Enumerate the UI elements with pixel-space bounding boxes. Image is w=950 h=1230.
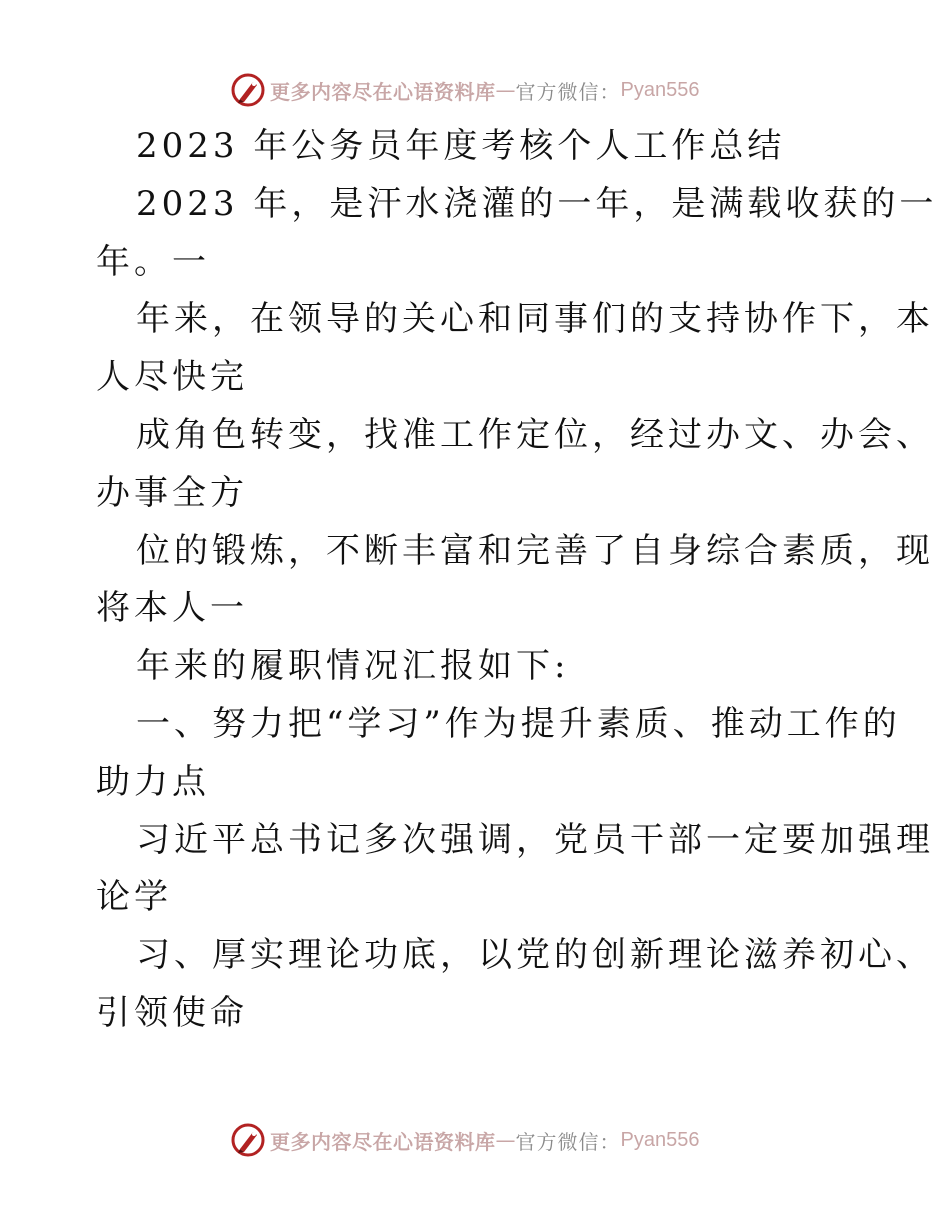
header-banner — [230, 70, 710, 110]
banner-dash: — — [495, 1128, 516, 1152]
paragraph-line: 将本人一 — [96, 588, 248, 629]
banner-official-label: 官方微信： — [515, 1129, 621, 1154]
paragraph-line: 办事全方 — [96, 472, 248, 513]
document-title: 2023 年公务员年度考核个人工作总结 — [136, 126, 786, 166]
paragraph-line: 习近平总书记多次强调，党员干部一定要加强理 — [136, 819, 934, 860]
banner-wechat-id: Pyan556 — [620, 78, 700, 101]
document-body — [96, 118, 938, 1043]
paragraph-line: 位的锻炼，不断丰富和完善了自身综合素质，现 — [136, 530, 934, 571]
banner-wechat-id: Pyan556 — [620, 1128, 700, 1151]
paragraph-line: 成角色转变，找准工作定位，经过办文、办会、 — [136, 414, 934, 455]
paragraph-line: 人尽快完 — [96, 357, 248, 398]
red-pen-logo-icon — [230, 72, 266, 108]
paragraph-line: 年来，在领导的关心和同事们的支持协作下，本 — [136, 299, 934, 340]
paragraph-line: 2023 年，是汗水浇灌的一年，是满载收获的一 — [136, 183, 938, 224]
banner-official-label: 官方微信： — [515, 79, 621, 104]
paragraph-line: 年来的履职情况汇报如下: — [136, 646, 570, 687]
banner-main-text: 更多内容尽在心语资料库 — [270, 79, 496, 104]
banner-dash: — — [495, 78, 516, 102]
footer-banner — [230, 1120, 710, 1160]
paragraph-line: 引领使命 — [96, 992, 248, 1033]
section-heading-line: 助力点 — [96, 761, 210, 802]
banner-main-text: 更多内容尽在心语资料库 — [270, 1129, 496, 1154]
section-heading-line: 一、努力把“学习”作为提升素质、推动工作的 — [136, 703, 901, 744]
paragraph-line: 年。一 — [96, 241, 210, 282]
red-pen-logo-icon — [230, 1122, 266, 1158]
paragraph-line: 习、厚实理论功底，以党的创新理论滋养初心、 — [136, 935, 934, 976]
paragraph-line: 论学 — [96, 877, 172, 918]
